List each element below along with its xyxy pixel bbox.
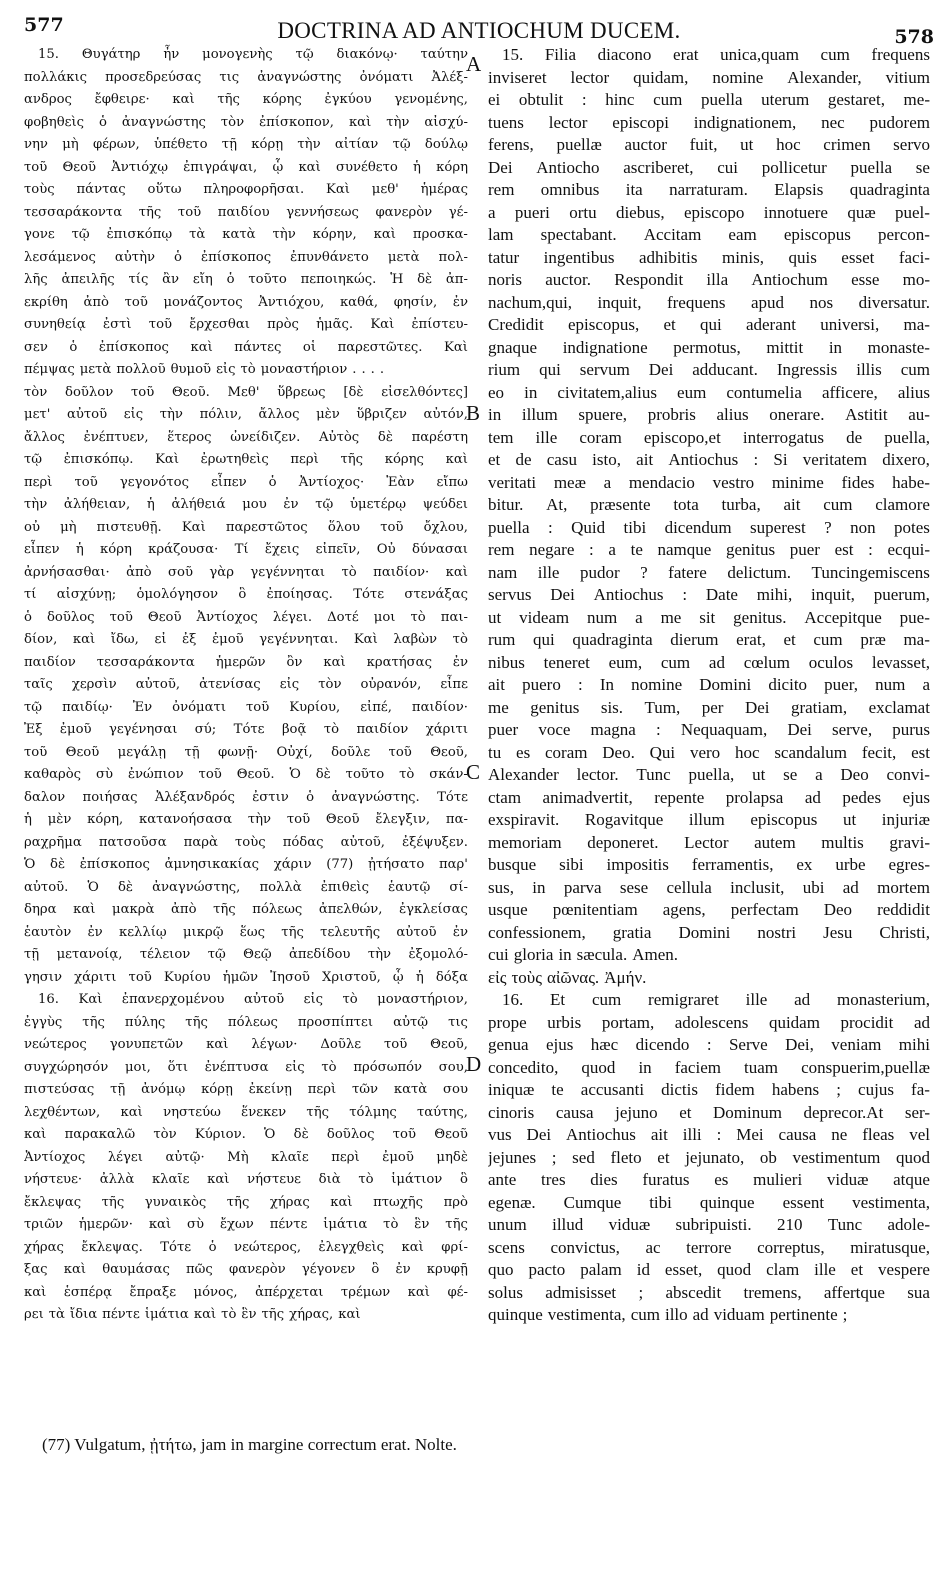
text-line: ἑαυτὸν ἐν κελλίῳ μικρῷ ἕως τῆς τελευτῆς αὐτοῦ ἐν: [24, 924, 468, 940]
latin-column: [488, 44, 930, 1327]
text-line: genua ejus hæc dicendo : Serve Dei, veniam mihi: [488, 1035, 930, 1054]
text-line: exspiravit. Rogavitque illum episcopus ut injuriæ: [488, 810, 930, 829]
text-line: eo in civitatem,alius eum contumelia afficere, alius: [488, 382, 930, 402]
text-line: καὶ παρακαλῶ τὸν Κύριον. Ὁ δὲ δοῦλος τοῦ Θεοῦ: [24, 1127, 468, 1142]
footnote: (77) Vulgatum, ᾐτήτω, jam in margine correctum erat. Nolte.: [42, 1435, 457, 1454]
text-line: solus admisisset ; abscedit tremens, affertque sua: [488, 1282, 930, 1302]
text-line: nibus teneret eum, cum ad cœlum oculos levasset,: [488, 652, 930, 672]
text-line: παιδίον τεσσαράκοντα ἡμερῶν ὂν καὶ κρατήσας ἐν: [24, 654, 468, 670]
text-line: χήρας ἔκλεψας. Τότε ὁ νεώτερος, ἐλεγχθεὶς καὶ φρί-: [24, 1239, 468, 1255]
text-line: νήστευε· ἀλλὰ κλαῖε καὶ νήστευε διὰ τὸ ἱμάτιον ὃ: [24, 1172, 468, 1187]
text-line: πέμψας μετὰ πολλοῦ θυμοῦ εἰς τὸ μοναστήριον . . . .: [24, 362, 385, 377]
running-title: DOCTRINA AD ANTIOCHUM DUCEM.: [277, 18, 681, 43]
text-line: cui gloria in sæcula. Amen.: [488, 945, 678, 964]
text-line: tu es coram Deo. Qui vero hoc scandalum fecit, est: [488, 742, 930, 762]
text-line: μετ' αὐτοῦ εἰς τὴν πόλιν, ἄλλος μὲν ὕβριζεν αὐτόν,: [24, 407, 468, 422]
text-line: 15. Filia diacono erat unica,quam cum frequens: [502, 45, 930, 64]
text-line: ταῖς χερσὶν αὐτοῦ, ἀτενίσας εἰς τὸν οὐρανόν, εἶπε: [24, 677, 468, 692]
text-line: rem negare : a te namque genitus puer est : ecqui-: [488, 540, 930, 559]
text-line: tatur ingentibus adhibitis minis, quis esset faci-: [488, 247, 930, 267]
text-line: τεσσαράκοντα τῆς τοῦ παιδίου γεννήσεως φανερὸν γέ-: [24, 204, 468, 220]
text-line: γησιν χάριτι τοῦ Κυρίου ἡμῶν Ἰησοῦ Χριστοῦ, ᾧ ἡ δόξα: [24, 969, 468, 985]
text-line: puella : Quid tibi dicendum superest ? non potes: [488, 517, 930, 537]
text-line: τῷ παιδίῳ· Ἐν ὀνόματι τοῦ Κυρίου, εἰπέ, παιδίον·: [24, 699, 468, 715]
text-line: τριῶν ἡμερῶν· καὶ σὺ ἔχων πέντε ἱμάτια τὸ ἓν τῆς: [24, 1217, 468, 1232]
text-line: οὐ μὴ πιστευθῇ. Καὶ παρεστῶτος ὅλου τοῦ ὄχλου,: [24, 519, 468, 535]
text-line: lam spectabant. Accitam eam episcopus percon-: [488, 225, 930, 244]
text-line: servus Dei Antiochus : Date mihi, inquit, puerum,: [488, 585, 930, 604]
text-line: τῇ μετανοίᾳ, τέλειον τῷ Θεῷ ἀπεδίδου τὴν ἐξομολό-: [24, 947, 468, 962]
text-line: puer voce magna : Nequaquam, Dei serve, purus: [488, 720, 930, 739]
text-line: rum qui quadraginta dierum erat, et cum præ ma-: [488, 630, 930, 649]
text-line: Dei Antiocho ascriberet, cui pollicetur puella se: [488, 157, 930, 177]
text-line: ραχρῆμα πατσοῦσα παρὰ τοὺς πόδας αὐτοῦ, ἐξέψυξεν.: [24, 834, 468, 850]
text-line: δηρα καὶ μακρὰ ἀπὸ τῆς πόλεως ἀπελθών, ἐγκλείσας: [24, 902, 468, 917]
text-line: nachum,qui, inquit, frequens apud nos diversatur.: [488, 292, 930, 312]
text-line: bitur. At, præsente tota turba, ait cum clamore: [488, 495, 930, 514]
text-line: ctam animadvertit, repente prolapsa ad pedes ejus: [488, 787, 930, 807]
text-line: ei obtulit : hinc cum puella uterum gestaret, me-: [488, 90, 930, 109]
text-line: καὶ ἑσπέρᾳ ἔπραξε μόνος, ἀπέρχεται τρέμων καὶ φέ-: [24, 1284, 468, 1300]
text-line: sus, in parva sese cellula inclusit, ubi ad mortem: [488, 877, 930, 897]
text-line: ξας καὶ θαυμάσας πῶς φανερὸν γέγονεν ὃ ἐν κρυφῇ: [24, 1262, 468, 1277]
text-line: αὐτοῦ. Ὁ δὲ ἀναγνώστης, πολλὰ ἐπιθεὶς ἑαυτῷ σί-: [24, 879, 468, 895]
text-line: vus Dei Antiochus ait illi : Mei causa ne fleas vel: [488, 1125, 930, 1144]
text-line: δίον, καὶ ἴδω, εἰ ἐξ ἐμοῦ γεγέννηται. Καὶ λαβὼν τὸ: [24, 632, 468, 647]
text-line: τὸν δοῦλον τοῦ Θεοῦ. Μεθ' ὕβρεως [δὲ εἰσελθόντες]: [24, 384, 468, 400]
text-line: περὶ τοῦ γεγονότος εἶπεν ὁ Ἀντίοχος· Ἐὰν εἴπω: [24, 474, 468, 490]
text-line: et de casu isto, ait Antiochus : Si veritatem dixero,: [488, 450, 930, 469]
text-line: prope urbis portam, adolescens quidam procidit ad: [488, 1012, 930, 1032]
text-line: concedito, quod in faciem tuam conspuerim,puellæ: [488, 1057, 930, 1077]
text-line: τὴν ἀλήθειαν, ἡ ἀλήθειά μου ἐν τῷ ὑμετέρῳ ψεύδει: [24, 497, 468, 512]
text-line: εἶπεν ἡ κόρη κράζουσα· Τί ἔχεις εἰπεῖν, Οὐ δύνασαι: [24, 542, 468, 557]
text-line: 16. Καὶ ἐπανερχομένου αὐτοῦ εἰς τὸ μοναστήριον,: [38, 992, 468, 1007]
text-line: egenæ. Cumque tibi quinque essent vestimenta,: [488, 1192, 930, 1212]
text-line: εἰς τοὺς αἰῶνας. Ἀμήν.: [488, 967, 647, 987]
margin-marker-d: D: [466, 1052, 482, 1076]
text-line: Alexander lector. Tunc puella, ut se a Deo convi-: [488, 765, 930, 784]
text-line: σεν ὁ ἐπίσκοπος καὶ πάντες οἱ παρεστῶτες. Καὶ: [24, 339, 468, 355]
text-line: δαλον ποιήσας Ἀλέξανδρός ἐστιν ὁ ἀναγνώστης. Τότε: [24, 789, 468, 805]
text-line: τοῦ Θεοῦ Ἀντιόχῳ ἐπιγράψαι, ᾧ καὶ συνέθετο ἡ κόρη: [24, 159, 468, 175]
text-line: πιστεύσας τῇ ἀνόμῳ κόρῃ ἐκείνῃ περὶ τῶν κατὰ σου: [24, 1082, 468, 1097]
text-line: τί αἰσχύνῃ; ὁμολόγησον ὃ ἐποίησας. Τότε στενάξας: [24, 587, 468, 602]
text-line: Credidit episcopus, et qui aderant universi, ma-: [488, 315, 930, 334]
text-line: συγχώρησόν μοι, ὅτι ἐνέπτυσα εἰς τὸ πρόσωπόν σου,: [24, 1059, 468, 1075]
text-line: ἡ μὲν κόρη, κατανοήσασα τὴν τοῦ Θεοῦ ἔλεγξιν, πα-: [24, 812, 468, 827]
text-line: νεώτερος γονυπετῶν καὶ λέγων· Δοῦλε τοῦ Θεοῦ,: [24, 1037, 468, 1052]
text-line: rium qui servum Dei adducant. Ingressis illis cum: [488, 360, 930, 379]
text-line: usque pœnitentiam agens, perfectam Deo reddidit: [488, 900, 930, 919]
page-number-right: 578: [894, 26, 934, 48]
text-line: confessionem, gratia Domini nostri Jesu Christi,: [488, 922, 930, 942]
margin-marker-a: A: [466, 52, 482, 76]
text-line: tuens lector episcopi indignationem, nec pudorem: [488, 112, 930, 132]
text-line: tem ille coram episcopo,et interrogatus de puella,: [488, 427, 930, 447]
text-line: τῷ ἐπισκόπῳ. Καὶ ἐρωτηθεὶς περὶ τῆς κόρης καὶ: [24, 452, 468, 467]
text-line: ἄλλος ἐνέπτυεν, ἕτερος ὠνείδιζεν. Αὐτὸς δὲ παρέστη: [24, 429, 468, 445]
text-line: me genitus sis. Tum, per Dei gratiam, exclamat: [488, 697, 930, 717]
text-line: φοβηθεὶς ὁ ἀναγνώστης τὸν ἐπίσκοπον, καὶ τὴν αἰσχύ-: [24, 114, 468, 130]
text-line: gnaque indignatione permotus, mittit in monaste-: [488, 337, 930, 357]
text-line: noris auctor. Respondit illa Antiochum esse mo-: [488, 270, 930, 289]
text-line: rem omnibus ita narraturam. Elapsis quadraginta: [488, 180, 930, 199]
text-line: ante tres dies furatus es mulieri viduæ atque: [488, 1170, 930, 1189]
text-line: γονε τῷ ἐπισκόπῳ τὰ κατὰ τὴν κόρην, καὶ προσκα-: [24, 227, 468, 242]
text-line: ανδρος ἔφθειρε· καὶ τῆς κόρης ἐγκύου γενομένης,: [24, 92, 468, 107]
text-line: quinque vestimenta, cum illo ad viduam pertinente ;: [488, 1305, 848, 1324]
text-line: a pueri ortu diebus, episcopo innotuere quæ puel-: [488, 202, 930, 222]
text-line: ἔκλεψας τῆς γυναικὸς τῆς χήρας καὶ πτωχῆς πρὸ: [24, 1194, 468, 1210]
text-line: πολλάκις προσεδρεύσας τις ἀναγνώστης ὀνόματι Ἀλέξ-: [24, 69, 468, 85]
text-line: Ἐξ ἐμοῦ γεγένησαι σύ; Τότε βοᾷ τὸ παιδίον χάριτι: [24, 722, 468, 737]
margin-marker-b: B: [466, 401, 481, 425]
text-line: iniquæ te accusanti dictis fidem habens ; cujus fa-: [488, 1080, 930, 1099]
text-line: cinoris causa jejuno et Dominum deprecor.At ser-: [488, 1102, 930, 1122]
text-line: unum illud viduæ subripuisti. 210 Tunc adole-: [488, 1215, 930, 1234]
text-line: 16. Et cum remigraret ille ad monasterium,: [502, 990, 930, 1009]
text-line: λεσάμενος αὐτὴν ὁ ἐπίσκοπος ἐπυνθάνετο μετὰ πολ-: [24, 249, 468, 265]
text-line: ρει τὰ ἴδια πέντε ἱμάτια καὶ τὸ ἓν τῆς χήρας, καὶ: [24, 1307, 361, 1322]
text-line: memoriam deponeret. Lector autem multis gravi-: [488, 832, 930, 852]
text-line: inviseret lector quidam, nomine Alexander, vitium: [488, 67, 930, 87]
text-line: ἀρνήσασθαι· ἀπὸ σοῦ γὰρ γεγέννηται τὸ παιδίον· καὶ: [24, 564, 468, 580]
page-number-left: 577: [24, 14, 64, 36]
text-line: ὁ δοῦλος τοῦ Θεοῦ Ἀντίοχος λέγει. Δοτέ μοι τὸ παι-: [24, 609, 468, 625]
margin-marker-c: C: [466, 760, 481, 784]
text-line: τοὺς πάντας οὕτω πληροφορῆσαι. Καὶ μεθ' ἡμέρας: [24, 182, 468, 197]
text-line: ἐγγὺς τῆς πύλης τῆς πόλεως προσπίπτει αὐτῷ τις: [24, 1014, 468, 1030]
text-line: νην μὴ φέρων, ὑπέθετο τῇ κόρῃ τὴν αἰτίαν τῷ δούλῳ: [24, 137, 468, 152]
text-line: εκρίθη ἀπὸ τοῦ μονάζοντος Ἀντιόχου, καθά, φησίν, ἐν: [24, 294, 468, 310]
text-line: nam ille pudor ? fatere delictum. Tuncingemiscens: [488, 562, 930, 582]
text-line: veritati meæ a mendacio vestro minime fides habe-: [488, 472, 930, 492]
running-header: [24, 14, 934, 46]
greek-column: [24, 44, 468, 1327]
text-line: συνηθείᾳ ἐστὶ τοῦ ἔρχεσθαι πρὸς ἡμᾶς. Καὶ ἐπίστευ-: [24, 317, 468, 332]
text-line: busque sibi impositis ferramentis, ex urbe egres-: [488, 855, 930, 874]
text-line: scens convictus, ac terrore correptus, miratusque,: [488, 1237, 930, 1257]
text-line: ait puero : In nomine Domini dicito puer, num a: [488, 675, 930, 694]
text-line: Ὁ δὲ ἐπίσκοπος ἀμνησικακίας χάριν (77) ᾐτήσατο παρ': [24, 857, 468, 872]
text-line: ut videam num a me sit genitus. Accepitque pue-: [488, 607, 930, 627]
text-line: Ἀντίοχος λέγει αὐτῷ· Μὴ κλαῖε περὶ ἐμοῦ μηδὲ: [24, 1149, 468, 1165]
text-line: in illum spuere, probris alius onerare. Astitit au-: [488, 405, 930, 424]
text-line: λῆς ἀπειλῆς τίς ἂν εἴη ὁ τοῦτο πεποιηκώς. Ἡ δὲ ἀπ-: [24, 272, 468, 287]
text-line: jejunes ; sed fleto et jejunato, ob vestimentum quod: [488, 1147, 930, 1167]
text-line: καθαρὸς σὺ ἐνώπιον τοῦ Θεοῦ. Ὁ δὲ τοῦτο τὸ σκάν-: [24, 767, 468, 782]
text-line: 15. Θυγάτηρ ἦν μονογενὴς τῷ διακόνῳ· ταύτην: [38, 47, 468, 62]
text-line: λεχθέντων, καὶ νηστεύω ἕνεκεν τῆς τόλμης ταύτης,: [24, 1104, 468, 1120]
text-line: τοῦ Θεοῦ μεγάλῃ τῇ φωνῇ· Οὐχί, δοῦλε τοῦ Θεοῦ,: [24, 744, 468, 760]
text-line: quo pacto palam id esset, quod clam ille et vespere: [488, 1260, 930, 1279]
text-line: ferens, puellæ auctor fuit, ut hoc crimen servo: [488, 135, 930, 154]
